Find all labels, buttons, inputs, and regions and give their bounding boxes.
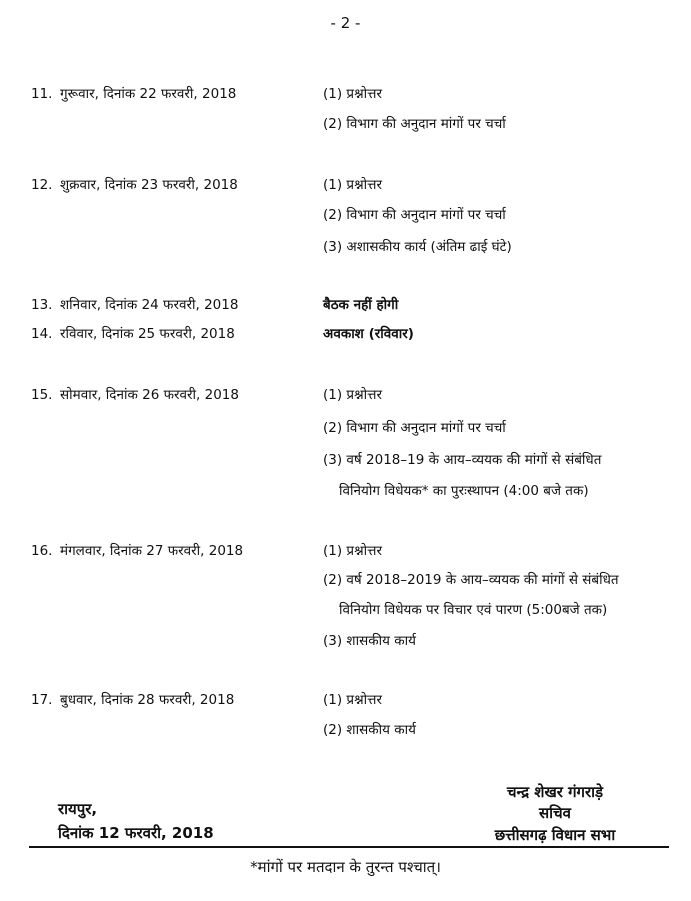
row-number: 15. bbox=[31, 387, 53, 403]
row-day-date: सोमवार, दिनांक 26 फरवरी, 2018 bbox=[60, 387, 239, 403]
signatory-name: चन्द्र शेखर गंगराड़े bbox=[506, 783, 604, 801]
footnote: *मांगों पर मतदान के तुरन्त पश्चात्। bbox=[250, 858, 441, 876]
schedule-row-17-cont bbox=[0, 719, 691, 743]
row-item-continued: विनियोग विधेयक पर विचार एवं पारण (5:00बजे तक) bbox=[339, 602, 608, 618]
schedule-row-12 bbox=[0, 174, 691, 198]
row-number: 17. bbox=[31, 692, 53, 708]
row-item: (1) प्रश्नोत्तर bbox=[323, 692, 382, 708]
issue-date: दिनांक 12 फरवरी, 2018 bbox=[58, 824, 214, 842]
schedule-row-12-cont bbox=[0, 236, 691, 260]
row-day-date: शनिवार, दिनांक 24 फरवरी, 2018 bbox=[60, 297, 239, 313]
schedule-row-11 bbox=[0, 83, 691, 107]
row-item: (1) प्रश्नोत्तर bbox=[323, 86, 382, 102]
row-number: 13. bbox=[31, 297, 53, 313]
row-number: 11. bbox=[31, 86, 53, 102]
row-day-date: मंगलवार, दिनांक 27 फरवरी, 2018 bbox=[60, 543, 244, 559]
row-item-continued: विनियोग विधेयक* का पुरःस्थापन (4:00 बजे तक) bbox=[339, 483, 589, 499]
row-day-date: रविवार, दिनांक 25 फरवरी, 2018 bbox=[60, 326, 235, 342]
row-item: (3) अशासकीय कार्य (अंतिम ढाई घंटे) bbox=[323, 239, 512, 255]
row-item: बैठक नहीं होगी bbox=[323, 297, 399, 313]
schedule-row-16-cont bbox=[0, 569, 691, 593]
row-item: (1) प्रश्नोत्तर bbox=[323, 177, 382, 193]
schedule-row-15-cont bbox=[0, 480, 691, 504]
row-number: 16. bbox=[31, 543, 53, 559]
schedule-row-12-cont bbox=[0, 204, 691, 228]
row-item: (3) वर्ष 2018–19 के आय–व्ययक की मांगों से संबंधित bbox=[323, 452, 602, 468]
row-item: (1) प्रश्नोत्तर bbox=[323, 387, 382, 403]
schedule-row-16-cont bbox=[0, 630, 691, 654]
schedule-row-11-cont bbox=[0, 113, 691, 137]
schedule-row-15-cont bbox=[0, 449, 691, 473]
schedule-row-16 bbox=[0, 540, 691, 564]
signatory-office: छत्तीसगढ़ विधान सभा bbox=[494, 826, 616, 844]
row-day-date: शुक्रवार, दिनांक 23 फरवरी, 2018 bbox=[60, 177, 238, 193]
signatory-designation: सचिव bbox=[539, 804, 571, 822]
row-day-date: बुधवार, दिनांक 28 फरवरी, 2018 bbox=[60, 692, 235, 708]
row-item: (2) शासकीय कार्य bbox=[323, 722, 416, 738]
row-item: (2) वर्ष 2018–2019 के आय–व्ययक की मांगों से संबंधित bbox=[323, 572, 619, 588]
row-item: (1) प्रश्नोत्तर bbox=[323, 543, 382, 559]
row-number: 14. bbox=[31, 326, 53, 342]
schedule-row-17 bbox=[0, 689, 691, 713]
row-day-date: गुरूवार, दिनांक 22 फरवरी, 2018 bbox=[60, 86, 237, 102]
schedule-row-16-cont bbox=[0, 599, 691, 623]
footer-divider bbox=[29, 846, 669, 848]
row-number: 12. bbox=[31, 177, 53, 193]
place-city: रायपुर, bbox=[58, 800, 98, 818]
schedule-row-15 bbox=[0, 384, 691, 408]
row-item: (2) विभाग की अनुदान मांगों पर चर्चा bbox=[323, 116, 506, 132]
schedule-row-13 bbox=[0, 294, 691, 318]
row-item: (2) विभाग की अनुदान मांगों पर चर्चा bbox=[323, 420, 506, 436]
schedule-row-15-cont bbox=[0, 417, 691, 441]
row-item: अवकाश (रविवार) bbox=[323, 326, 414, 342]
schedule-row-14 bbox=[0, 323, 691, 347]
page-number: - 2 - bbox=[330, 14, 361, 32]
row-item: (2) विभाग की अनुदान मांगों पर चर्चा bbox=[323, 207, 506, 223]
row-item: (3) शासकीय कार्य bbox=[323, 633, 416, 649]
